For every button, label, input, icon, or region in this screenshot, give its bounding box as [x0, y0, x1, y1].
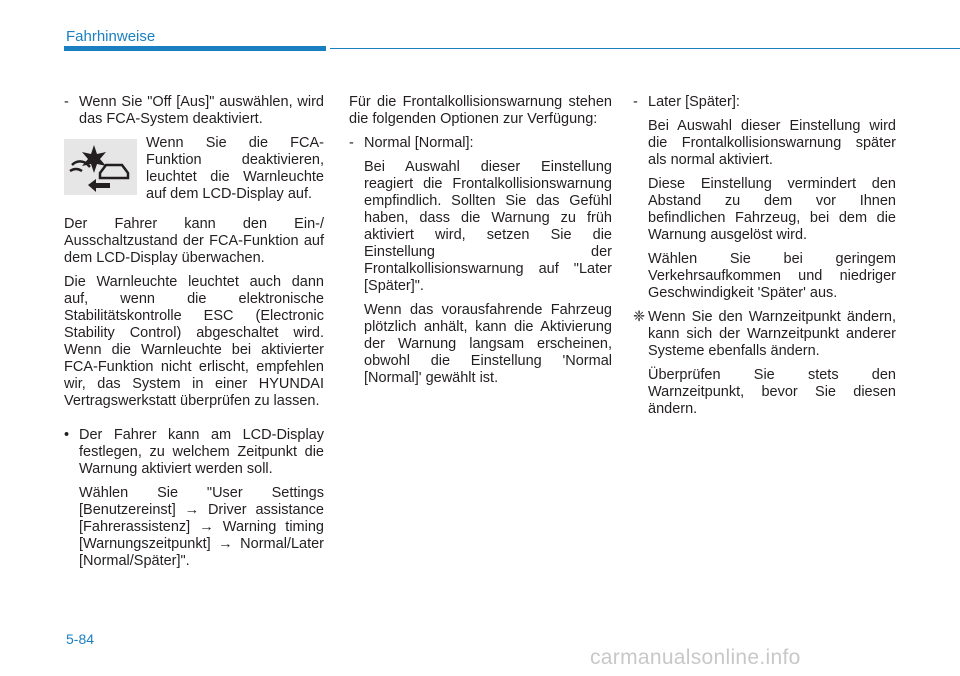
later-recommendation: Wählen Sie bei geringem Verkehrsaufkommen und niedriger Geschwindigkeit 'Später' aus.	[648, 251, 896, 301]
warning-light-text: Wenn Sie die FCA-Funktion deaktivieren, leuchtet die Warnleuchte auf dem LCD-Display auf.	[146, 135, 324, 202]
paragraph-monitor: Der Fahrer kann den Ein-/ Ausschaltzustand der FCA-Funktion auf dem LCD-Display überwachen.	[64, 216, 324, 266]
column-2	[349, 94, 612, 394]
page-number: 5-84	[66, 631, 95, 647]
normal-description: Bei Auswahl dieser Einstellung reagiert die Frontalkollisionswarnung empfindlich. Sollten Sie das Gefühl haben, dass die Warnung zu früh aktiviert wird, setzen Sie die Einstellung der Frontalkollisionswarnung auf "Later [Später]".	[364, 159, 612, 294]
warning-light-block	[64, 135, 324, 210]
dash-marker: -	[633, 94, 638, 110]
note-icon: ❈	[633, 309, 646, 325]
later-distance: Diese Einstellung vermindert den Abstand zu dem vor Ihnen befindlichen Fahrzeug, bei dem die Warnung ausgelöst wird.	[648, 176, 896, 243]
off-option-text: Wenn Sie "Off [Aus]" auswählen, wird das FCA-System deaktiviert.	[79, 94, 324, 127]
options-intro: Für die Frontalkollisionswarnung stehen die folgenden Optionen zur Verfügung:	[349, 94, 612, 127]
note-item	[633, 309, 896, 360]
list-item-timing	[64, 427, 324, 478]
column-3	[633, 94, 896, 425]
menu-path-text: Wählen Sie "User Settings [Benutzereinst] → Driver assistance [Fahrerassistenz] → Warning timing [Warnungszeitpunkt] → Normal/Later [Normal/Später]".	[79, 485, 324, 569]
note-check-text: Überprüfen Sie stets den Warnzeitpunkt, bevor Sie diesen ändern.	[648, 367, 896, 417]
later-description: Bei Auswahl dieser Einstellung wird die Frontalkollisionswarnung später als normal aktiviert.	[648, 118, 896, 168]
normal-label: Normal [Normal]:	[364, 135, 474, 151]
header-rule-thick	[64, 46, 326, 51]
bullet-marker: •	[64, 427, 70, 443]
later-label: Later [Später]:	[648, 94, 740, 110]
header-rule-thin	[330, 48, 960, 49]
note-text: Wenn Sie den Warnzeitpunkt ändern, kann sich der Warnzeitpunkt anderer Systeme ebenfalls ändern.	[648, 309, 896, 359]
dash-marker: -	[349, 135, 354, 151]
watermark: carmanualsonline.info	[590, 646, 801, 669]
list-item-off	[64, 94, 324, 128]
normal-note: Wenn das vorausfahrende Fahrzeug plötzlich anhält, kann die Aktivierung der Warnung langsam erscheinen, obwohl die Einstellung 'Normal [Normal]' gewählt ist.	[364, 302, 612, 386]
timing-text: Der Fahrer kann am LCD-Display festlegen, zu welchem Zeitpunkt die Warnung aktiviert werden soll.	[79, 427, 324, 477]
fca-warning-light-icon	[64, 139, 137, 195]
dash-marker: -	[64, 94, 69, 110]
header-title: Fahrhinweise	[66, 28, 156, 45]
paragraph-esc: Die Warnleuchte leuchtet auch dann auf, wenn die elektronische Stabilitätskontrolle ESC (Electronic Stability Control) abgeschaltet wird. Wenn die Warnleuchte bei aktivierter FCA-Funktion nicht erlischt, empfehlen wir, das System in einer HYUNDAI Vertragswerkstatt überprüfen zu lassen.	[64, 274, 324, 409]
list-item-normal	[349, 135, 612, 152]
column-1	[64, 94, 324, 577]
list-item-later	[633, 94, 896, 111]
